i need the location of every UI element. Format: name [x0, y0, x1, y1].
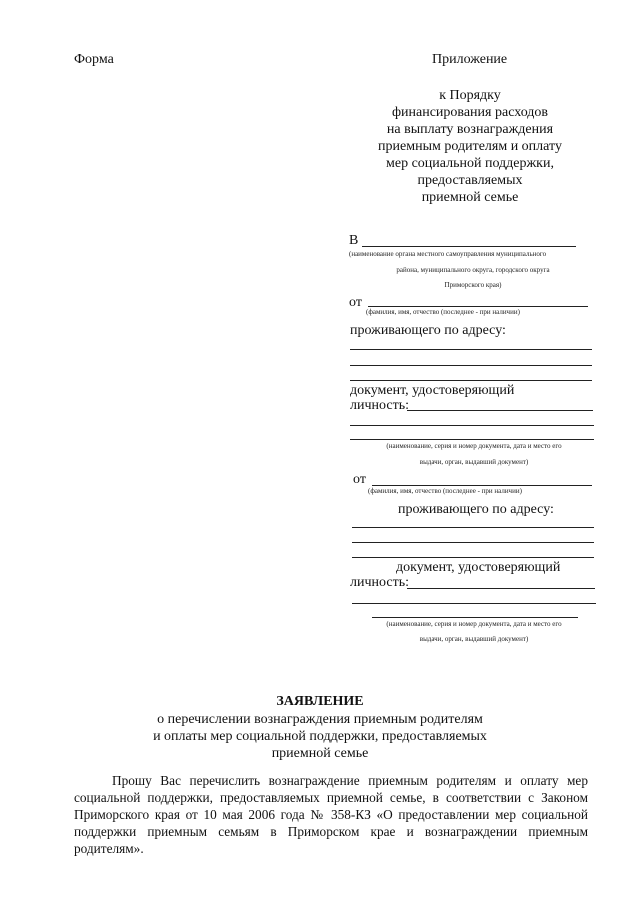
statement-body: Прошу Вас перечислить вознаграждение приемным родителям и оплату мер социальной поддержки, предоставляемых приемной семье, в соответствии с Законом Приморского края от 10 мая 2006 года № 358-КЗ «О предоставлении мер социальной поддержки приемным семьям в Приморском крае и вознаграждении приемным родителям». [74, 773, 588, 856]
appendix-line: финансирования расходов [391, 105, 549, 120]
statement-title: ЗАЯВЛЕНИЕ [276, 694, 364, 709]
to-prefix: В [349, 233, 359, 248]
doc-fill-line [407, 588, 595, 589]
fio-caption: (фамилия, имя, отчество (последнее - при наличии) [368, 487, 522, 495]
appendix-line: приемной семье [421, 190, 519, 205]
fio-caption: (фамилия, имя, отчество (последнее - при наличии) [366, 308, 520, 316]
subtitle-line: и оплаты мер социальной поддержки, предоставляемых [153, 729, 487, 744]
address-fill-line [352, 527, 594, 528]
appendix-line: мер социальной поддержки, [386, 156, 554, 171]
subtitle-line: о перечислении вознаграждения приемным родителям [157, 712, 483, 727]
residing-label: проживающего по адресу: [350, 323, 506, 338]
doc-fill-line [407, 410, 593, 411]
appendix-line: к Порядку [439, 88, 501, 103]
appendix-line: предоставляемых [417, 173, 523, 188]
fio-fill-line [372, 485, 592, 486]
doc-label-line1: документ, удостоверяющий [396, 560, 561, 575]
residing-label: проживающего по адресу: [398, 502, 554, 517]
statement-subtitle [110, 711, 530, 762]
doc-caption-line: (наименование, серия и номер документа, дата и место его [386, 620, 562, 628]
subtitle-line: приемной семье [271, 746, 369, 761]
appendix-line: на выплату вознаграждения [386, 122, 554, 137]
doc-caption-line: выдачи, орган, выдавший документ) [419, 635, 529, 643]
to-caption-line: (наименование органа местного самоуправления муниципального [349, 250, 547, 258]
to-caption-line: Приморского края) [444, 281, 502, 289]
doc-fill-line [350, 439, 594, 440]
address-fill-line [350, 380, 592, 381]
form-label: Форма [74, 52, 114, 67]
doc-caption-line: выдачи, орган, выдавший документ) [419, 458, 529, 466]
doc-label-line2: личность: [350, 575, 409, 590]
to-caption-line: района, муниципального округа, городского округа [396, 266, 550, 274]
doc-label-line1: документ, удостоверяющий [350, 383, 515, 398]
doc-fill-line [372, 617, 578, 618]
appendix-block [350, 87, 590, 206]
doc-fill-line [352, 603, 596, 604]
doc-fill-line [350, 425, 594, 426]
address-fill-line [352, 542, 594, 543]
fio-fill-line [368, 306, 588, 307]
appendix-title: Приложение [432, 52, 508, 67]
doc-caption-line: (наименование, серия и номер документа, дата и место его [386, 442, 562, 450]
appendix-line: приемным родителям и оплату [378, 139, 562, 154]
from-prefix: от [349, 295, 362, 310]
address-fill-line [352, 557, 594, 558]
to-fill-line [362, 246, 576, 247]
address-fill-line [350, 365, 592, 366]
from-prefix: от [353, 472, 366, 487]
address-fill-line [350, 349, 592, 350]
doc-label-line2: личность: [350, 398, 409, 413]
